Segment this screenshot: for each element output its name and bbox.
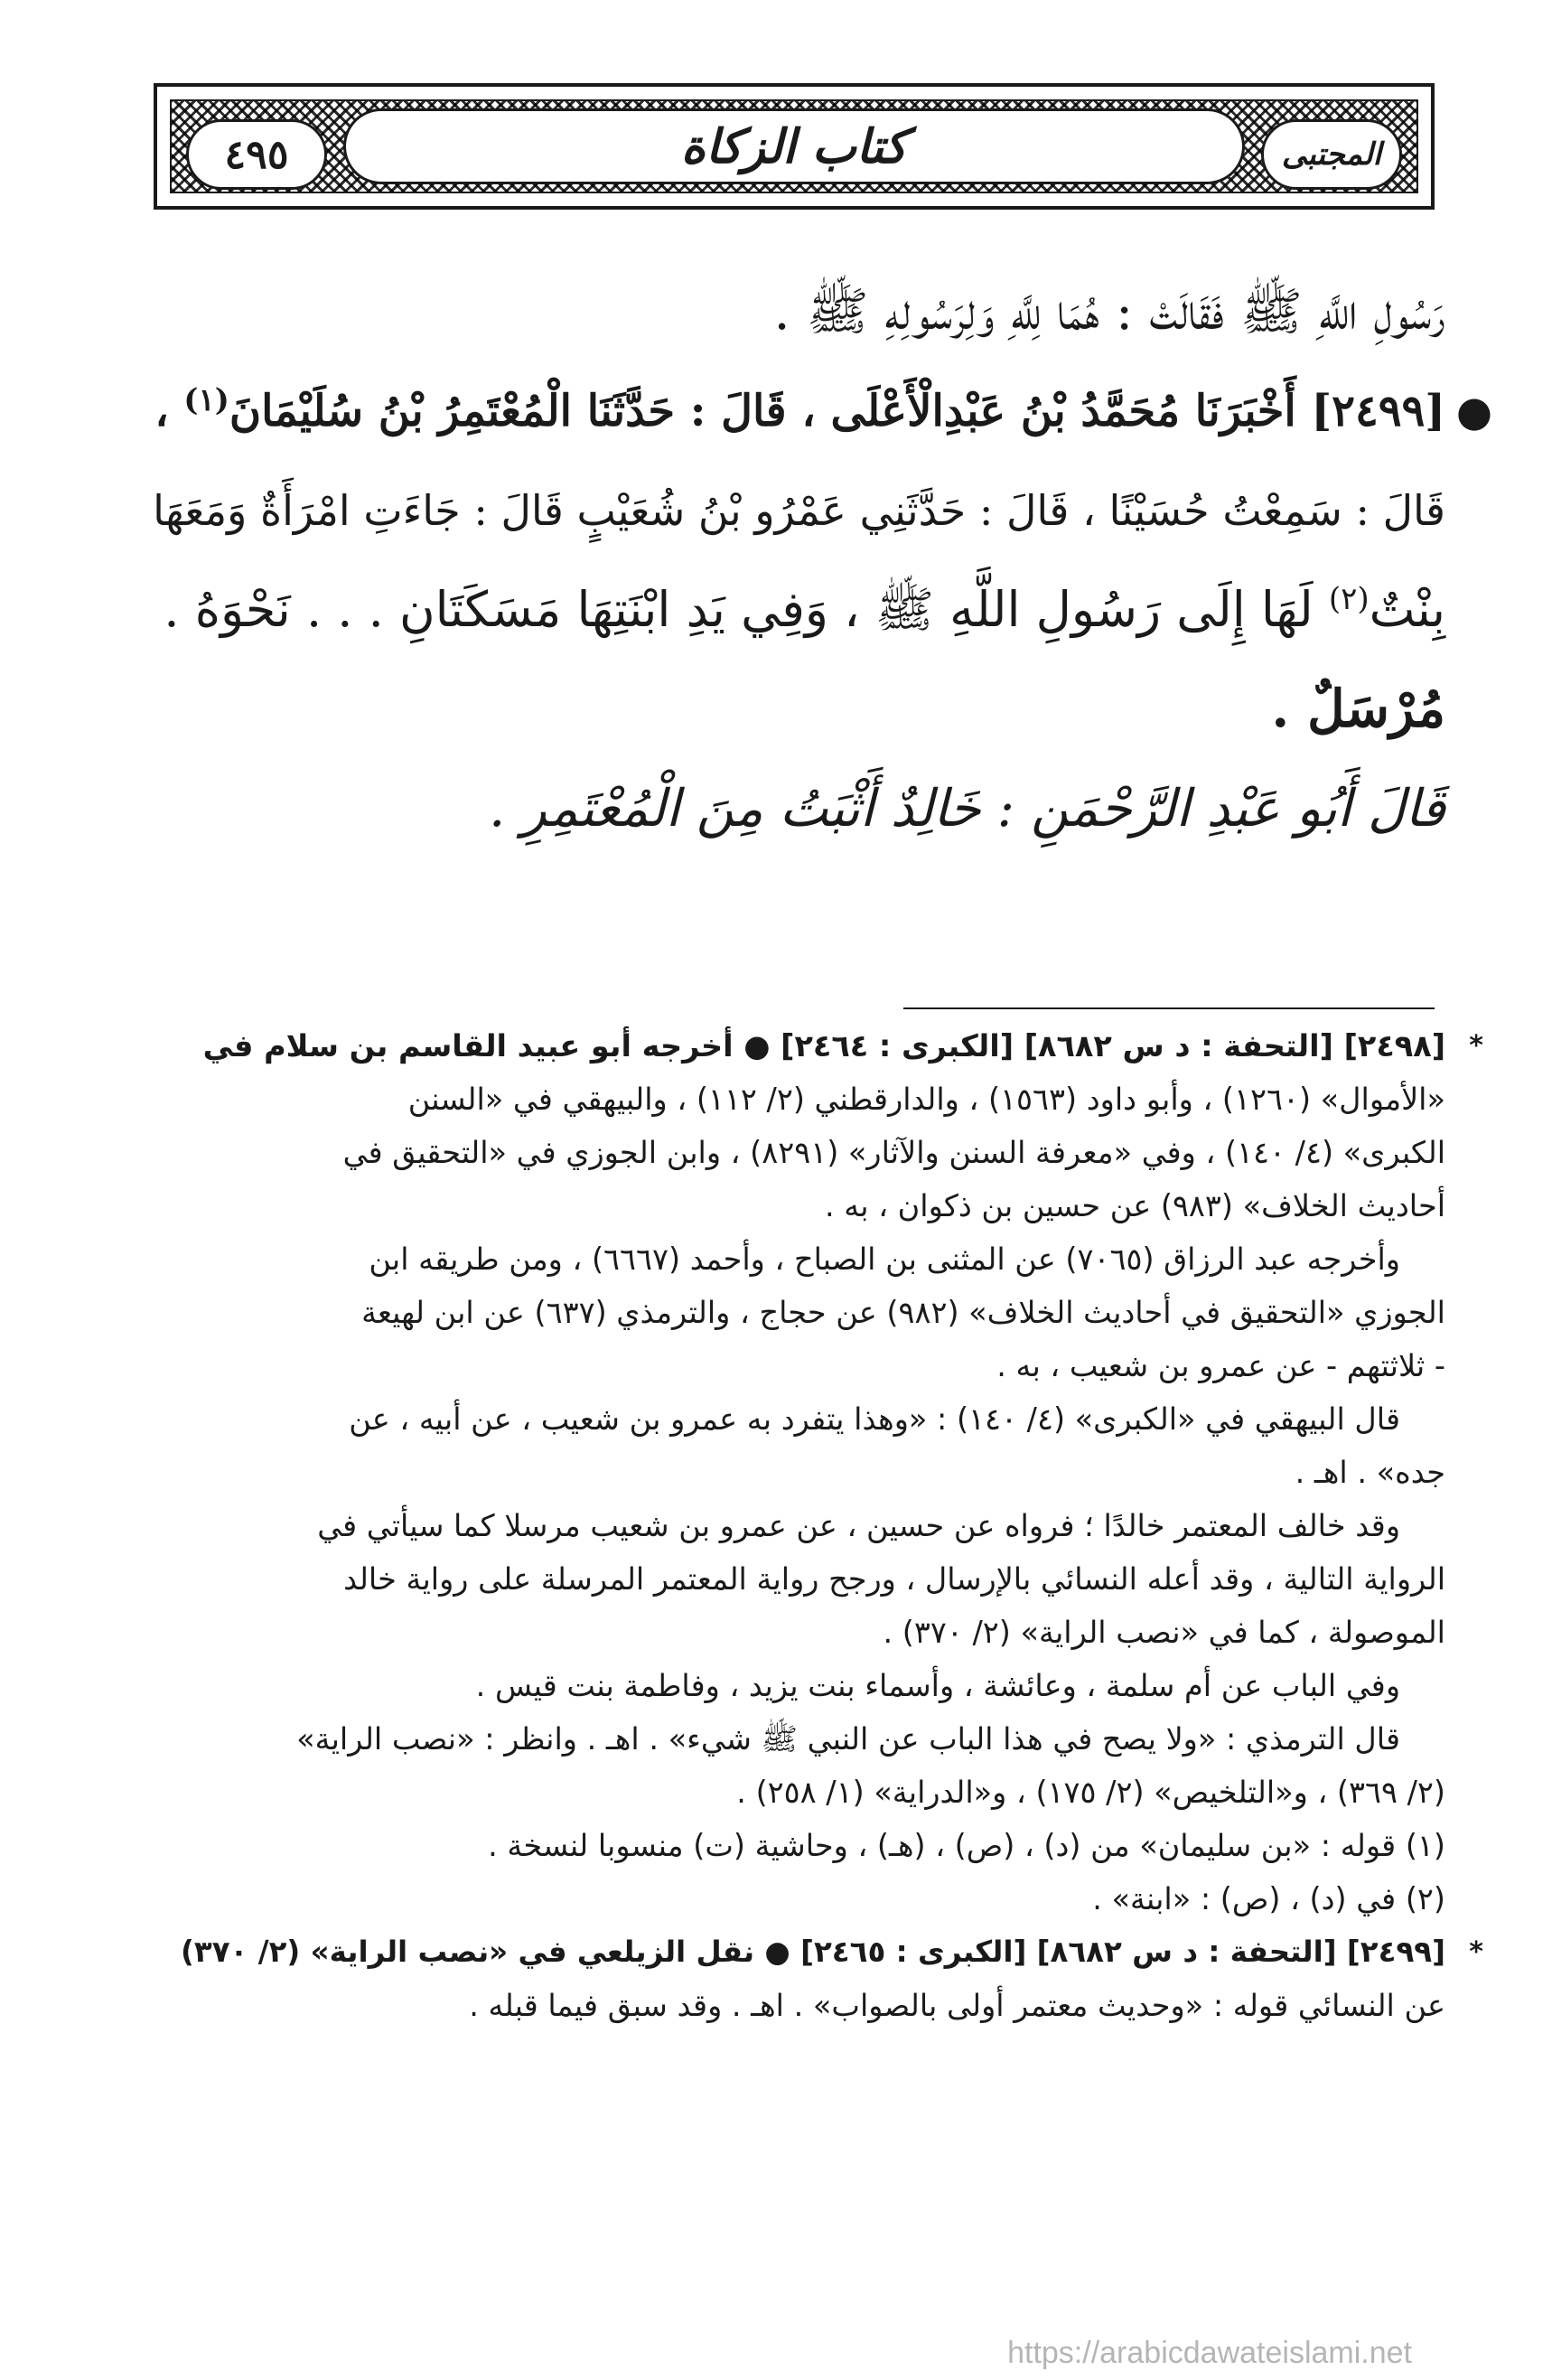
footnote-line-4	[145, 1179, 1445, 1232]
footnote-line-5-text: وأخرجه عبد الرزاق (٧٠٦٥) عن المثنى بن الصباح ، وأحمد (٦٦٦٧) ، ومن طريقه ابن	[369, 1242, 1400, 1277]
footnote-separator	[903, 1007, 1435, 1009]
main-text	[145, 262, 1492, 858]
footnote-line-3	[145, 1126, 1445, 1179]
text-line-2-content: [٢٤٩٩] أَخْبَرَنَا مُحَمَّدُ بْنُ عَبْدِالْأَعْلَى ، قَالَ : حَدَّثَنَا الْمُعْتَمِرُ بْنُ سُلَيْمَانَ	[229, 386, 1445, 436]
page-number-cartouche	[186, 119, 327, 190]
footnote-line-3-text: الكبرى» (٤/ ١٤٠) ، وفي «معرفة السنن والآثار» (٨٢٩١) ، وابن الجوزي في «التحقيق في	[342, 1135, 1445, 1170]
note-ref-2: (٢)	[1328, 581, 1370, 617]
footnote-line-9-text: جده» . اهـ .	[1295, 1455, 1445, 1490]
text-line-5	[145, 660, 1445, 759]
footnote-line-11	[145, 1552, 1445, 1606]
page-header	[154, 83, 1435, 210]
footnote-line-12	[145, 1606, 1445, 1659]
chapter-title: كتاب الزكاة	[680, 118, 908, 174]
header-ornament-border	[170, 99, 1418, 193]
book-logo: المجتبى	[1281, 136, 1382, 173]
footnote-line-16	[145, 1819, 1445, 1872]
footnote-line-7-text: - ثلاثتهم - عن عمرو بن شعيب ، به .	[996, 1348, 1445, 1383]
text-line-1-content: رَسُولِ اللَّهِ ﷺ فَقَالَتْ : هُمَا لِلَّهِ وَلِرَسُولِهِ ﷺ .	[773, 282, 1445, 342]
text-line-6	[145, 759, 1445, 858]
footnote-line-13-text: وفي الباب عن أم سلمة ، وعائشة ، وأسماء بنت يزيد ، وفاطمة بنت قيس .	[475, 1668, 1400, 1703]
footnote-line-18	[145, 1926, 1483, 1979]
line-2-comma: ،	[154, 386, 169, 436]
text-line-2	[145, 361, 1492, 461]
text-line-1	[145, 262, 1445, 361]
footnote-star-1: *	[1469, 1030, 1483, 1062]
footnote-line-11-text: الرواية التالية ، وقد أعله النسائي بالإرسال ، ورجح رواية المعتمر المرسلة على رواية خالد	[343, 1561, 1445, 1597]
footnote-line-1	[145, 1019, 1483, 1073]
footnote-line-15	[145, 1766, 1445, 1819]
hadith-bullet: ●	[1455, 387, 1492, 436]
footnote-line-1-text: [٢٤٩٨] [التحفة : د س ٨٦٨٢] [الكبرى : ٢٤٦٤] ● أخرجه أبو عبيد القاسم بن سلام في	[202, 1028, 1445, 1064]
footnote-line-5	[145, 1232, 1445, 1286]
footnote-line-7	[145, 1339, 1445, 1392]
text-line-3	[145, 461, 1445, 560]
footnote-line-18-text: [٢٤٩٩] [التحفة : د س ٨٦٨٢] [الكبرى : ٢٤٦٥] ● نقل الزيلعي في «نصب الراية» (٢/ ٣٧٠)	[181, 1935, 1445, 1969]
note-ref-1: (١)	[183, 382, 229, 418]
page-number: ٤٩٥	[224, 131, 289, 178]
site-watermark: https://arabicdawateislami.net	[1007, 2336, 1412, 2370]
mursal-label: مُرْسَلٌ .	[1271, 679, 1445, 739]
footnote-line-2-text: «الأموال» (١٢٦٠) ، وأبو داود (١٥٦٣) ، والدارقطني (٢/ ١١٢) ، والبيهقي في «السنن	[407, 1082, 1445, 1117]
text-line-4-content: لَهَا إِلَى رَسُولِ اللَّهِ ﷺ ، وَفِي يَدِ ابْنَتِهَا مَسَكَتَانِ . . . نَحْوَهُ .	[164, 581, 1314, 638]
footnote-line-15-text: (٢/ ٣٦٩) ، و«التلخيص» (٢/ ١٧٥) ، و«الدراية» (١/ ٢٥٨) .	[736, 1775, 1445, 1810]
book-logo-cartouche	[1261, 119, 1402, 190]
title-cartouche	[343, 108, 1245, 184]
footnote-line-6	[145, 1286, 1445, 1339]
footnote-line-16-text: (١) قوله : «بن سليمان» من (د) ، (ص) ، (هـ) ، وحاشية (ت) منسوبا لنسخة .	[488, 1828, 1445, 1863]
author-comment: قَالَ أَبُو عَبْدِ الرَّحْمَنِ : خَالِدٌ أَثْبَتُ مِنَ الْمُعْتَمِرِ .	[489, 779, 1445, 839]
footnote-line-17	[145, 1872, 1445, 1926]
footnotes	[145, 1019, 1483, 2032]
footnote-line-6-text: الجوزي «التحقيق في أحاديث الخلاف» (٩٨٢) عن حجاج ، والترمذي (٦٣٧) عن ابن لهيعة	[361, 1295, 1445, 1330]
footnote-line-9	[145, 1446, 1445, 1499]
footnote-line-8	[145, 1392, 1445, 1446]
footnote-line-14-text: قال الترمذي : «ولا يصح في هذا الباب عن النبي ﷺ شيء» . اهـ . وانظر : «نصب الراية»	[296, 1721, 1400, 1757]
footnote-line-19-text: عن النسائي قوله : «وحديث معتمر أولى بالصواب» . اهـ . وقد سبق فيما قبله .	[469, 1988, 1445, 2023]
footnote-line-2	[145, 1073, 1445, 1126]
footnote-line-17-text: (٢) في (د) ، (ص) : «ابنة» .	[1092, 1881, 1445, 1916]
text-line-3-content: قَالَ : سَمِعْتُ حُسَيْنًا ، قَالَ : حَدَّثَنِي عَمْرُو بْنُ شُعَيْبٍ قَالَ : جَاءَتِ امْرَأَةٌ وَمَعَهَا	[153, 486, 1445, 535]
text-line-4	[145, 560, 1445, 660]
footnote-star-2: *	[1469, 1936, 1483, 1968]
footnote-line-14	[145, 1712, 1445, 1766]
footnote-line-8-text: قال البيهقي في «الكبرى» (٤/ ١٤٠) : «وهذا يتفرد به عمرو بن شعيب ، عن أبيه ، عن	[349, 1401, 1400, 1437]
footnote-line-12-text: الموصولة ، كما في «نصب الراية» (٢/ ٣٧٠) .	[883, 1615, 1445, 1650]
footnote-line-4-text: أحاديث الخلاف» (٩٨٣) عن حسين بن ذكوان ، به .	[824, 1188, 1445, 1223]
footnote-line-10	[145, 1499, 1445, 1552]
footnote-line-10-text: وقد خالف المعتمر خالدًا ؛ فرواه عن حسين ، عن عمرو بن شعيب مرسلا كما سيأتي في	[317, 1508, 1400, 1543]
footnote-line-13	[145, 1659, 1445, 1712]
footnote-line-19	[145, 1979, 1445, 2032]
text-line-4-start: بِنْتٌ	[1369, 581, 1445, 638]
